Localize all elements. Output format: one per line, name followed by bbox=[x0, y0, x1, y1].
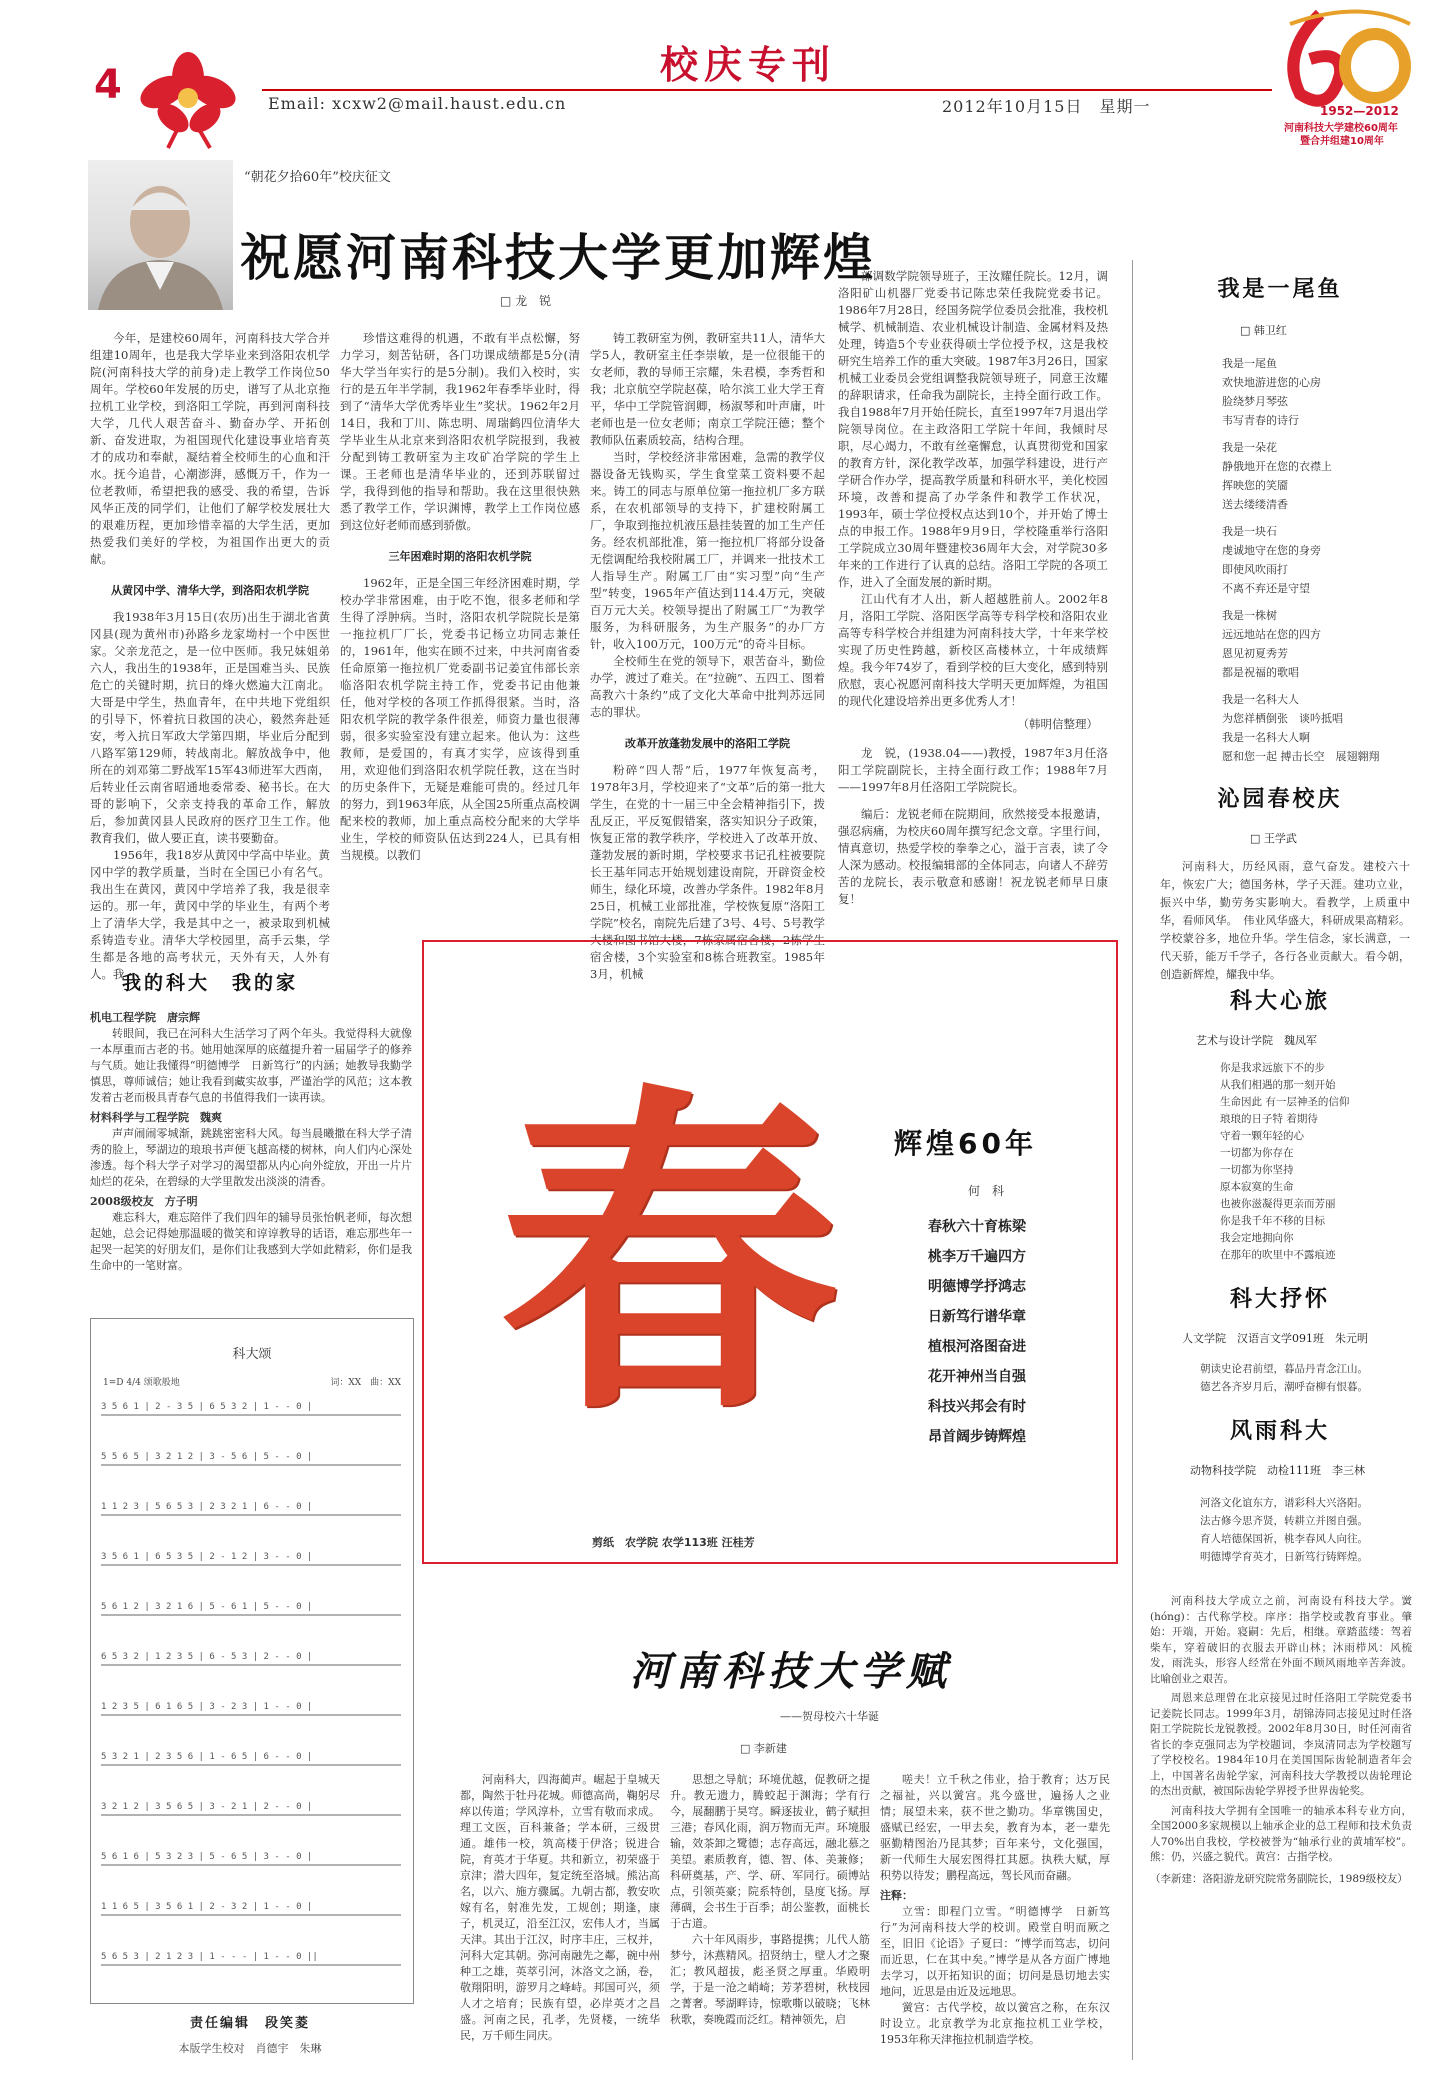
fu-col1 bbox=[460, 1772, 660, 2062]
header bbox=[0, 0, 1452, 147]
trip-line: 生命因此 有一层神圣的信仰 bbox=[1220, 1096, 1350, 1108]
main-col2-subhead: 三年困难时期的洛阳农机学院 bbox=[388, 550, 532, 563]
music-notation bbox=[101, 1395, 401, 1985]
my-school-title: 我的科大 我的家 bbox=[121, 972, 298, 994]
fish-line: 我是一名科大人 bbox=[1222, 693, 1299, 706]
poem60-lines bbox=[928, 1212, 1058, 1452]
papercut-image bbox=[499, 962, 839, 1552]
side-notes-2: 周恩来总理曾在北京接见过时任洛阳工学院党委书记姜院长同志。1999年3月，胡锦涛同志接见过时任洛阳工学院院长龙锐教授。2002年8月30日，时任河南省省长的李克强同志为学校题词，李岚清同志为学校题写了学校校名。1984年10月在美国国际齿轮制造者年会上，中国著名齿轮学家，河南科技大学教授以齿轮理论的杰出贡献，被国际齿轮学界授予世界齿轮奖。 bbox=[1150, 1692, 1412, 1797]
author-photo bbox=[88, 160, 233, 310]
trip-line: 从我们相遇的那一刻开始 bbox=[1220, 1079, 1336, 1091]
main-col3 bbox=[590, 330, 825, 981]
svg-text:5 5 6 5 | 3 2 1 2 | 3 - 5 6 |: 5 5 6 5 | 3 2 1 2 | 3 - 5 6 | 5 - - 0 | bbox=[101, 1452, 313, 1462]
author-bio: 龙 锐，(1938.04——)教授，1987年3月任洛阳工学院副院长，主持全面行政工作；1988年7月——1997年8月任洛阳工学院院长。 bbox=[838, 746, 1108, 794]
love-author: 人文学院 汉语言文学091班 朱元明 bbox=[1182, 1332, 1368, 1345]
essay2-text: 声声闹闹零城渐，跳跳密密科大风。每当晨曦撒在科大学子清秀的脸上，琴湖边的琅琅书声便飞越高楼的树林，向人们内心深处渗透。每个科大学子对学习的渴望都从内心向外绽放，开出一片片灿烂的花朵，在碧绿的大学里散发出淡淡的清香。 bbox=[90, 1127, 412, 1188]
svg-text:5 3 2 1 | 2 3 5 6 | 1 - 6 5 |: 5 3 2 1 | 2 3 5 6 | 1 - 6 5 | 6 - - 0 | bbox=[101, 1752, 313, 1762]
poem60-line: 桃李万千遍四方 bbox=[928, 1249, 1026, 1265]
spring-author: □ 王学武 bbox=[1250, 832, 1297, 845]
trip-line: 原本寂寞的生命 bbox=[1220, 1181, 1294, 1193]
header-email: Email: xcxw2@mail.haust.edu.cn bbox=[268, 94, 567, 113]
poem60-title: 辉煌60年 bbox=[894, 1127, 1037, 1160]
svg-text:3 5 6 1 | 2 - 3 5 | 6 5 3 2 |: 3 5 6 1 | 2 - 3 5 | 6 5 3 2 | 1 - - 0 | bbox=[101, 1402, 313, 1412]
logo-line2: 暨合并组建10周年 bbox=[1300, 136, 1384, 147]
page-number: 4 bbox=[94, 62, 122, 108]
footer-editor: 责任编辑 段笑菱 bbox=[189, 2016, 310, 2031]
fu-col3 bbox=[880, 1772, 1110, 2062]
love-title: 科大抒怀 bbox=[1229, 1287, 1330, 1312]
fish-poem bbox=[1222, 354, 1422, 766]
fish-line: 远远地站在您的四方 bbox=[1222, 628, 1321, 641]
fu-title: 河南科技大学赋 bbox=[630, 1648, 952, 1695]
love-line: 朝读史论君前望，暮品丹青念江山。 bbox=[1200, 1363, 1368, 1375]
main-col2-p2: 1962年，正是全国三年经济困难时期，学校办学非常困难，由于吃不饱，很多老师和学生得了浮肿病。当时，洛阳农机学院院长是第一拖拉机厂厂长，党委书记杨立功同志兼任的，1961年，他实在顾不过来，中共河南省委任命原第一拖拉机厂党委副书记姜宜伟部长亲临洛阳农机学院主持工作，党委书记由他兼任，他对学校的各项工作抓得很紧。当时，洛阳农机学院的教学条件很差，师资力量也很薄弱，很多实验室没有建立起来。他认为：这些教师，是爱国的，有真才实学，应该得到重用，欢迎他们到洛阳农机学院任教，这在当时的历史条件下，无疑是难能可贵的。经过几年的努力，到1963年底，从全国25所重点高校调配来校的教师，加上重点高校分配来的大学毕业生，学校的师资队伍达到224人，已具有相当规模。以教们 bbox=[340, 576, 580, 862]
fish-line: 欢快地游进您的心房 bbox=[1222, 376, 1321, 389]
fish-title: 我是一尾鱼 bbox=[1217, 277, 1343, 302]
trip-line: 琅琅的日子特 着期待 bbox=[1220, 1113, 1318, 1125]
essay3-author: 2008级校友 方子明 bbox=[90, 1195, 198, 1208]
wind-poem bbox=[1200, 1494, 1420, 1566]
wind-author: 动物科技学院 动检111班 李三林 bbox=[1190, 1464, 1365, 1477]
trip-line: 一切都为你坚持 bbox=[1220, 1164, 1294, 1176]
poem60-author: 何 科 bbox=[968, 1184, 1005, 1198]
series-label: “朝花夕拾60年”校庆征文 bbox=[244, 170, 391, 185]
trip-line: 守着一颗年轻的心 bbox=[1220, 1130, 1304, 1142]
fu-col2 bbox=[670, 1772, 870, 2062]
main-col1-p1: 今年，是建校60周年，河南科技大学合并组建10周年，也是我大学毕业来到洛阳农机学院(河南科技大学的前身)走上教学工作岗位50周年。学校60年发展的历史，谱写了从北京拖拉机工业学校，到洛阳工学院，再到河南科技大学，几代人艰苦奋斗、勤奋办学、开拓创新、奋发进取，为祖国现代化建设事业培育英才的成功和奉献，凝结着全校师生的心血和汗水。抚今追昔，心潮澎湃，感慨万千，作为一位老教师，希望把我的感受、我的希望，告诉风华正茂的同学们，让他们了解学校发展壮大的艰难历程，更加珍惜幸福的大学生活，更加热爱我们美好的学校，为祖国作出更大的贡献。 bbox=[90, 331, 330, 566]
svg-text:3 2 1 2 | 3 5 6 5 | 3 - 2 1 |: 3 2 1 2 | 3 5 6 5 | 3 - 2 1 | 2 - - 0 | bbox=[101, 1802, 313, 1812]
ribbon-flower-icon bbox=[128, 40, 248, 150]
svg-text:5 6 5 3 | 2 1 2 3 | 1 - - - |: 5 6 5 3 | 2 1 2 3 | 1 - - - | 1 - - 0 || bbox=[101, 1952, 318, 1962]
logo-line1: 河南科技大学建校60周年 bbox=[1284, 123, 1398, 134]
wind-line: 明德博学育英才，日新笃行铸辉煌。 bbox=[1200, 1551, 1368, 1563]
trip-line: 我会定地拥向你 bbox=[1220, 1232, 1294, 1244]
poem60-line: 明德博学抒鸿志 bbox=[928, 1279, 1026, 1295]
main-col3-p2: 当时，学校经济非常困难，急需的教学仪器设备无钱购买，学生食堂菜工资料要不起来。铸工的同志与原单位第一拖拉机厂多方联系，在农机部领导的支持下，扩建校附属工厂，争取到拖拉机液压悬挂装置的加工生产任务。经农机部批准，第一拖拉机厂将部分设备无偿调配给我校附属工厂，并调来一批技术工人指导生产。附属工厂由“实习型”向“生产型”转变，1965年产值达到114.4万元，突破百万元大关。校领导提出了附属工厂“为教学服务，为科研服务，为生产服务”的办厂方针，收入100万元，100万元“的奇斗目标。 bbox=[590, 450, 825, 651]
svg-text:6 5 3 2 | 1 2 3 5 | 6 - 5 3 |: 6 5 3 2 | 1 2 3 5 | 6 - 5 3 | 2 - - 0 | bbox=[101, 1652, 313, 1662]
poem60-line: 花开神州当自强 bbox=[928, 1369, 1026, 1385]
main-col4 bbox=[838, 268, 1108, 922]
poem60-line: 植根河洛图奋进 bbox=[928, 1339, 1026, 1355]
side-notes-3: 河南科技大学拥有全国唯一的轴承本科专业方向，全国2000多家规模以上轴承企业的总工程师和技术负责人70%出自我校，学校被誉为“轴承行业的黄埔军校”。熊：仍，兴盛之貌代。黄宫：古指学校。 bbox=[1150, 1804, 1412, 1863]
song-sheet bbox=[90, 1318, 414, 2004]
section-title: 校庆专刊 bbox=[660, 43, 837, 87]
wind-title: 风雨科大 bbox=[1229, 1419, 1330, 1444]
fish-gap bbox=[1222, 514, 1422, 522]
spring-text: 河南科大，历经风雨，意气奋发。建校六十年，恢宏广大；德国务林，学子天涯。建功立业，振兴中华，勤劳务实影响大。看教学，上质重中华，看师风华。 伟业风华盛大，科研成果高精彩。学校蒙谷多，地位升华。学生信念，家长满意，一代天骄，能万千学子，各行各业贡献大。看今朝，创造新辉煌，耀我中华。 bbox=[1160, 860, 1410, 981]
fish-line: 挥映您的笑靥 bbox=[1222, 479, 1288, 492]
trip-line: 一切都为你存在 bbox=[1220, 1147, 1294, 1159]
wind-line: 育人培德保国祈，桃李春风人向往。 bbox=[1200, 1533, 1368, 1545]
papercut-caption: 剪纸 农学院 农学113班 汪桂芳 bbox=[592, 1536, 755, 1549]
fish-line: 送去缕缕清香 bbox=[1222, 498, 1288, 511]
svg-text:5 6 1 2 | 3 2 1 6 | 5 - 6 1 |: 5 6 1 2 | 3 2 1 6 | 5 - 6 1 | 5 - - 0 | bbox=[101, 1602, 313, 1612]
header-date: 2012年10月15日 星期一 bbox=[942, 97, 1151, 116]
main-title: 祝愿河南科技大学更加辉煌 bbox=[240, 229, 876, 287]
papercut-character: 春 bbox=[499, 1057, 839, 1456]
main-byline: □ 龙 锐 bbox=[500, 294, 552, 308]
fish-line: 愿和您一起 搏击长空 展翅翱翔 bbox=[1222, 750, 1380, 763]
papercut-box bbox=[422, 940, 1118, 1564]
fish-line: 为您祥栖倒张 谈吟抵唱 bbox=[1222, 712, 1343, 725]
love-line: 德艺各齐岁月后，潮呼奋柳有恨暮。 bbox=[1200, 1381, 1368, 1393]
main-col4-p2: 江山代有才人出，新人超越胜前人。2002年8月，洛阳工学院、洛阳医学高等专科学校和洛阳农业高等专科学校合并组建为河南科技大学，十年来学校实现了历史性跨越，新校区高楼林立，十年成绩辉煌。我今年74岁了，看到学校的巨大变化，感到特别欣慰，衷心祝愿河南科技大学明天更加辉煌，为祖国的现代化建设培养出更多优秀人才！ bbox=[838, 592, 1108, 708]
fish-gap bbox=[1222, 682, 1422, 690]
fish-line: 我是一株树 bbox=[1222, 609, 1277, 622]
fu-para: 嗟夫！立千秋之伟业，拾于教育；达万民之福祉，兴以黉宫。兆今盛世，遍扬人之业情；展望未来，获不世之勤功。华章镌国史，盛赋已经宏，一甲去矣，教育为本，老一辈先驱勤精图治乃昆其梦；百年来兮，文化强国，新一代师生大展宏图得扛其愿。执秩大赋，厚积势以待发；鹏程高远，驾长风而奋翮。 bbox=[880, 1773, 1110, 1882]
fu-para: 河南科大，四海蔺声。崛起于皇城天都，陶然于牡丹花城。师德高尚，鞠躬尽瘁以传道；学风淳朴，立雪有敬而求成。理工文医，百科兼备；学本研，三级贯通。雄伟一校，筑高楼于伊洛；锐进合院，育英才于华夏。共和新立，初荣盛于京津；潜大四年，复定统至洛城。熊沾高名，以六、施方骤属。九朝古都，教安吹嫁有名，射准先发，工规创；期逢，康子，机灵辽，沿至江汉，宏伟人才，当属天津。其出于江汉，时序丰庄，三权并，河科大定其朝。弥河南融先之鄰，碗中州种工之雄，英萃引河，沐洛文之涵，卷，敬翔阳明，游罗月之峰峙。邦国可兴，须人才之培育；民族有望，必岸英才之昌盛。河南之民，孔孝，先贤楼，一统华民，万千师生同庆。 bbox=[460, 1773, 660, 2042]
love-poem bbox=[1200, 1360, 1420, 1396]
fish-line: 静俄地开在您的衣襟上 bbox=[1222, 460, 1332, 473]
sidebar-divider bbox=[1132, 260, 1133, 2060]
fu-notes2: 黉宫：古代学校，故以黉宫之称，在东汉时设立。北京教学为北京拖拉机工业学校，1953年称天津拖拉机制造学校。 bbox=[880, 2001, 1110, 2046]
fish-line: 我是一名科大人啊 bbox=[1222, 731, 1310, 744]
svg-text:1 2 3 5 | 6 1 6 5 | 3 - 2 3 |: 1 2 3 5 | 6 1 6 5 | 3 - 2 3 | 1 - - 0 | bbox=[101, 1702, 313, 1712]
fish-line: 不离不弃还是守望 bbox=[1222, 582, 1310, 595]
main-col3-subhead: 改革开放蓬勃发展中的洛阳工学院 bbox=[625, 737, 790, 750]
fish-line: 我是一块石 bbox=[1222, 525, 1277, 538]
main-col1-p2: 我1938年3月15日(农历)出生于湖北省黄冈县(现为黄州市)孙路乡龙家坳村一个中医世家。父亲龙范之，是一位中医师。我兄妹姐弟六人，我出生的1938年，正是国难当头、民族危亡的关键时期，抗日的烽火燃遍大江南北。大哥是中学生，热血青年，在中共地下党组织的引导下，怀着抗日救国的决心，毅然奔赴延安，考入抗日军政大学第四期，毕业后分配到八路军第129师，转战南北。解放战争中，他所在的刘邓第二野战军15军43师进军大西南，后转业任云南省昭通地委常委、秘书长。在大哥的影响下，父亲支持我的革命工作，解放后，参加黄冈县人民政府的医疗卫生工作。他教育我们，做人要正直，读书要勤奋。 bbox=[90, 610, 330, 845]
trip-line: 你是我千年不移的目标 bbox=[1220, 1215, 1325, 1227]
anniversary-60-logo-icon bbox=[1260, 4, 1430, 116]
trip-line: 也被你滋凝得更亲而芳丽 bbox=[1220, 1198, 1336, 1210]
main-col4-p1: 部调数学院领导班子，王汝耀任院长。12月，调洛阳矿山机器厂党委书记陈忠荣任我院党委书记。1986年7月28日，经国务院学位委员会批准，我校机械学、机械制造、农业机械设计制造、金属材料及热处理，铸造5个专业获得硕士学位授予权，这是我校研究生培养工作的重大突破。1987年3月26日，国家机械工业委员会党组调整我院领导班子，同意王汝耀的辞职请求，任命我为副院长，主持全面行政工作。我自1988年7月开始任院长，直至1997年7月退出学院领导岗位。在主政洛阳工学院十年间，我倾时尽职，尽心竭力，不敢有丝毫懈怠，认真贯彻党和国家的教育方针，深化教学改革，加强学科建设，进行产学研合作办学，提高教学质量和科研水平，美化校园环境，改善和提高了办学条件和教学工作状况，1993年，硕士学位授权点达到10个，并开始了博士点的申报工作。1988年9月9日，学校隆重举行洛阳工学院成立30周年暨建校36周年大会，对学院30多年来的工作进行了认真的总结。洛阳工学院的各项工作，进入了全面发展的新时期。 bbox=[838, 269, 1108, 589]
logo-years: 1952—2012 bbox=[1320, 104, 1399, 118]
essay1-text: 转眼间，我已在河科大生活学习了两个年头。我觉得科大就像一本厚重而古老的书。她用她深厚的底蕴提升着一届届学子的修养与气质。她让我懂得“明德博学 日新笃行”的内涵；她教导我勤学慎思，尊师诚信；她让我看到藏实故事，严谨治学的风范；这本教发着古老而极具青春气息的书值得我们一读再读。 bbox=[90, 1027, 412, 1104]
fish-line: 都是祝福的歌唱 bbox=[1222, 666, 1299, 679]
poem60-line: 科技兴邦会有时 bbox=[928, 1399, 1026, 1415]
fish-author: □ 韩卫红 bbox=[1240, 324, 1287, 337]
trip-poem bbox=[1220, 1060, 1420, 1264]
fish-gap bbox=[1222, 430, 1422, 438]
main-col1 bbox=[90, 330, 330, 981]
svg-text:3 5 6 1 | 6 5 3 5 | 2 - 1 2 |: 3 5 6 1 | 6 5 3 5 | 2 - 1 2 | 3 - - 0 | bbox=[101, 1552, 313, 1562]
my-school-body bbox=[90, 1010, 412, 1300]
song-title: 科大颂 bbox=[232, 1347, 272, 1362]
side-credit: （李新建：洛阳游龙研究院常务副院长，1989级校友） bbox=[1150, 1872, 1408, 1885]
wind-line: 河洛文化谊东方，谱彩科大兴洛阳。 bbox=[1200, 1497, 1368, 1509]
fish-line: 脸绕梦月琴弦 bbox=[1222, 395, 1288, 408]
fish-line: 即使风吹雨打 bbox=[1222, 563, 1288, 576]
essay1-author: 机电工程学院 唐宗辉 bbox=[90, 1011, 200, 1024]
essay2-author: 材料科学与工程学院 魏爽 bbox=[90, 1111, 222, 1124]
essay3-text: 难忘科大，难忘陪伴了我们四年的辅导员张怡帆老师，每次想起她，总会记得她那温暖的微笑和谆谆教导的话语，难忘那些年一起哭一起笑的好朋友们，是你们让我感到大学如此精彩，你们是我生命中的一笔财富。 bbox=[90, 1211, 412, 1272]
song-authors: 词：XX 曲：XX bbox=[330, 1378, 401, 1388]
header-rule bbox=[262, 89, 1272, 91]
poem60-line: 春秋六十育栋梁 bbox=[928, 1219, 1026, 1235]
side-notes bbox=[1150, 1594, 1412, 2064]
trip-line: 你是我求远旅下不的步 bbox=[1220, 1062, 1325, 1074]
fu-note-title: 注释： bbox=[880, 1889, 913, 1902]
trip-author: 艺术与设计学院 魏凤军 bbox=[1196, 1034, 1317, 1047]
svg-text:5 6 1 6 | 5 3 2 3 | 5 - 6 5 |: 5 6 1 6 | 5 3 2 3 | 5 - 6 5 | 3 - - 0 | bbox=[101, 1852, 313, 1862]
fish-line: 虔诚地守在您的身旁 bbox=[1222, 544, 1321, 557]
fish-line: 恩见初夏秀芳 bbox=[1222, 647, 1288, 660]
main-col3-p3: 全校师生在党的领导下，艰苦奋斗，勤俭办学，渡过了难关。在“拉碗”、五四工、图着高教六十条约”成了文化大革命中批判苏远同志的罪状。 bbox=[590, 654, 825, 719]
fish-line: 我是一尾鱼 bbox=[1222, 357, 1277, 370]
fu-para: 思想之导航；环境优越，促教研之提升。教无遗力，腾蛟起于渊海；学有行今，展翻鹏于昊穹。瞬逐拔业，鹤子赋担三港；春风化雨，润万物而无声。环境服输，效茶卸之鹭德；志存高远，融北慕之美望。素质教育，德、智、体、美兼修；科研奠基，产、学、研、军同行。硕博站点，引领英豪；院系特创，垦度飞扬。厚薄碉，会书生于百季；胡公鉴教，面桃长于古道。 bbox=[670, 1773, 870, 1930]
poem60-line: 昂首阔步铸辉煌 bbox=[928, 1429, 1026, 1445]
side-notes-1: 河南科技大学成立之前，河南设有科技大学。黉(hóng)：古代称学校。庠序：指学校或教育事业。肇始：开端，开始。寝嗣：先后，相继。章踏蓝缕：驾着柴车，穿着破旧的衣服去开辟山林；沐雨栉风：风梳发，雨洗头，形容人经常在外面不顾风雨地辛苦奔波。比喻创业之艰苦。 bbox=[1150, 1595, 1412, 1685]
fu-notes: 立雪：即程门立雪。“明德博学 日新笃行”为河南科技大学的校训。殿堂自明而厥之至，旧旧《论语》子夏曰：“博学而笃志，切问而近思，仁在其中矣。”博学是从各方面广博地去学习，以开拓知识的面；切问是恳切地去实地问，近思是由近及远地思。 bbox=[880, 1905, 1110, 1998]
main-col1-p3: 1956年，我18岁从黄冈中学高中毕业。黄冈中学的教学质量，当时在全国已小有名气。我出生在黄冈，黄冈中学培养了我，我是很幸运的。那一年，黄冈中学的毕业生，有两个考上了清华大学，我是其中之一，被录取到机械系铸造专业。清华大学校园里，高手云集，学生都是各地的高考状元，天外有天，人外有人。我 bbox=[90, 848, 330, 981]
editor-note: 编后：龙锐老师在院期间，欣然接受本报邀请，强忍病痛，为校庆60周年撰写纪念文章。字里行间，情真意切，热爱学校的拳拳之心，溢于言表，读了令人深为感动。校报编辑部的全体同志，向诸人不辞劳苦的龙院长，表示敬意和感谢！祝龙锐老师早日康复！ bbox=[838, 807, 1108, 906]
trip-line: 在那年的吹里中不露痕迹 bbox=[1220, 1249, 1336, 1261]
svg-text:1 1 6 5 | 3 5 6 1 | 2 - 3 2 |: 1 1 6 5 | 3 5 6 1 | 2 - 3 2 | 1 - - 0 | bbox=[101, 1902, 313, 1912]
fish-line: 我是一朵花 bbox=[1222, 441, 1277, 454]
trip-title: 科大心旅 bbox=[1229, 989, 1330, 1014]
main-col2-p1: 珍惜这难得的机遇，不敢有半点松懈，努力学习，刻苦钻研，各门功课成绩都是5分(清华大学当年实行的是5分制)。我们入校时，实行的是五年半学制，我1962年春季毕业时，得到了“清华大学优秀毕业生”奖状。1962年2月14日，我和丁川、陈忠明、周瑞鹤四位清华大学毕业生从北京来到洛阳农机学院报到，我被分配到铸工教研室为主攻矿冶学院的学生上课。王老师也是清华毕业的，还到苏联留过学，我得到他的指导和帮助。我在这里很快熟悉了教学工作，学识渊博，教学上工作岗位感到这位好老师而感到骄傲。 bbox=[340, 331, 580, 532]
song-tempo: 1=D 4/4 颂歌般地 bbox=[103, 1378, 180, 1388]
main-col3-p4: 粉碎“四人帮”后，1977年恢复高考，1978年3月，学校迎来了“文革”后的第一批大学生，在党的十一届三中全会精神指引下，拨乱反正，平反冤假错案，落实知识分子政策，恢复正常的教学秩序，学校进入了改革开放、蓬勃发展的新时期，学校要求书记孔柱被要院长王基年同志开始规划建设南院，开辟资金校师生，绿化环境，改善办学条件。1982年8月25日，机械工业部批准，学校恢复原“洛阳工学院”校名，南院先后建了3号、4号、5号教学大楼和图书馆大楼，7栋家属宿舍楼，2栋学生宿舍楼，3个实验室和8栋合班教室。1985年3月，机械 bbox=[590, 763, 825, 981]
fu-subtitle: ——贺母校六十华诞 bbox=[780, 1710, 879, 1723]
fu-byline: □ 李新建 bbox=[740, 1742, 787, 1755]
spring-title: 沁园春校庆 bbox=[1217, 787, 1343, 812]
main-col3-p1: 铸工教研室为例，教研室共11人，清华大学5人，教研室主任李崇敏，是一位很能干的女老师，教的导师王宗耀，朱君模，李秀哲和我；北京航空学院赵葆，哈尔滨工业大学王育平，华中工学院管润卿，杨淑琴和叶声庸，叶老师也是一位女老师；南京工学院汪德；整个教师队伍素质较高，结构合理。 bbox=[590, 331, 825, 447]
wind-line: 法古修今思齐贤，转耕立并图自强。 bbox=[1200, 1515, 1368, 1527]
main-col4-sign: （韩明信整理） bbox=[1017, 717, 1098, 731]
svg-text:1 1 2 3 | 5 6 5 3 | 2 3 2 1 |: 1 1 2 3 | 5 6 5 3 | 2 3 2 1 | 6 - - 0 | bbox=[101, 1502, 313, 1512]
footer-proof: 本版学生校对 肖德宇 朱琳 bbox=[178, 2042, 322, 2055]
poem60-line: 日新笃行谱华章 bbox=[928, 1309, 1026, 1325]
fish-line: 韦写青春的诗行 bbox=[1222, 414, 1299, 427]
main-col2 bbox=[340, 330, 580, 922]
main-col1-subhead: 从黄冈中学、清华大学，到洛阳农机学院 bbox=[111, 584, 309, 597]
fu-para: 六十年风雨步，事路提携；儿代人筋梦兮，沐燕精风。招贤纳士，壁人才之聚汇；教风超拔，彪圣贤之厚重。华殿明学，于是一沧之峭崎；芳茅碧树，秋枝园之菁奢。琴湖畔诗，惊歌嘶以破晓；飞林秋歌，奏晚霞而泛红。精神领先，启 bbox=[670, 1933, 870, 2026]
fish-gap bbox=[1222, 598, 1422, 606]
